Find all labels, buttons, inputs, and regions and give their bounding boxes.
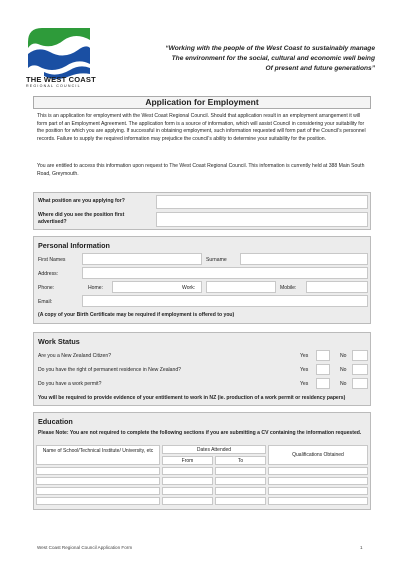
education-row-4-from[interactable] [162, 497, 213, 505]
surname-label: Surname [206, 257, 227, 263]
quote-line-3: Of present and future generations” [265, 65, 375, 72]
permit-yes-checkbox[interactable] [316, 378, 330, 389]
education-section [33, 412, 371, 510]
mission-quote [150, 44, 375, 74]
personal-information-title: Personal Information [38, 241, 110, 250]
education-row-2-from[interactable] [162, 477, 213, 485]
position-input[interactable] [156, 195, 368, 209]
education-row-4-to[interactable] [215, 497, 266, 505]
page-title: Application for Employment [33, 96, 371, 109]
first-names-input[interactable] [82, 253, 202, 265]
residence-no-checkbox[interactable] [352, 364, 368, 375]
intro-paragraph-1: This is an application for employment with the West Coast Regional Council. Should that application result in an employment arrangement it will form part of an Employment Agreement. The application form is a source of information, which will assist Council in considering your suitability for the position for which you are applying. If successful in obtaining employment, such information requested will form part of the Council’s personnel records. Failure to supply the required information may prejudice the council’s ability to determine your suitability for the position. [37, 113, 366, 142]
logo-subtitle: REGIONAL COUNCIL [26, 84, 81, 88]
personal-information-section [33, 236, 371, 324]
mobile-label: Mobile: [280, 285, 297, 291]
work-status-section [33, 332, 371, 406]
home-label: Home: [88, 285, 104, 291]
email-label: Email: [38, 299, 53, 305]
permit-no-label: No [340, 381, 347, 387]
mobile-phone-input[interactable] [306, 281, 368, 293]
intro-paragraph-2: You are entitled to access this information upon request to The West Coast Regional Council. This information is currently held at 388 Main South Road, Greymouth. [37, 163, 365, 177]
work-evidence-note: You will be required to provide evidence of your entitlement to work in NZ (ie. production of a work permit or residency papers) [38, 395, 346, 401]
footer-text: West Coast Regional Council Application Form [37, 545, 133, 550]
column-dates-attended: Dates Attended [162, 445, 266, 454]
surname-input[interactable] [240, 253, 368, 265]
permit-no-checkbox[interactable] [352, 378, 368, 389]
residence-no-label: No [340, 367, 347, 373]
education-row-3-school[interactable] [36, 487, 160, 495]
advertised-input[interactable] [156, 212, 368, 227]
citizen-question: Are you a New Zealand Citizen? [38, 353, 112, 359]
education-row-1-quals[interactable] [268, 467, 368, 475]
residence-question: Do you have the right of permanent residence in New Zealand? [38, 367, 181, 373]
citizen-no-label: No [340, 353, 347, 359]
education-row-3-quals[interactable] [268, 487, 368, 495]
education-row-1-school[interactable] [36, 467, 160, 475]
education-row-1-from[interactable] [162, 467, 213, 475]
permit-yes-label: Yes [300, 381, 309, 387]
position-section [33, 192, 371, 230]
quote-line-1: “Working with the people of the West Coast to sustainably manage [165, 45, 375, 52]
work-phone-input[interactable] [206, 281, 276, 293]
work-status-title: Work Status [38, 337, 80, 346]
column-school: Name of School/Technical Institute/ University, etc [36, 445, 160, 465]
education-row-4-school[interactable] [36, 497, 160, 505]
education-row-1-to[interactable] [215, 467, 266, 475]
residence-yes-checkbox[interactable] [316, 364, 330, 375]
birth-certificate-note: (A copy of your Birth Certificate may be required if employment is offered to you) [38, 312, 235, 318]
address-label: Address: [38, 271, 59, 277]
education-row-3-to[interactable] [215, 487, 266, 495]
column-to: To [215, 456, 266, 465]
column-qualifications: Qualifications Obtained [268, 445, 368, 465]
column-from: From [162, 456, 213, 465]
education-title: Education [38, 417, 73, 426]
email-input[interactable] [82, 295, 368, 307]
residence-yes-label: Yes [300, 367, 309, 373]
citizen-yes-label: Yes [300, 353, 309, 359]
citizen-no-checkbox[interactable] [352, 350, 368, 361]
work-label: Work: [182, 285, 196, 291]
first-names-label: First Names [38, 257, 66, 263]
advertised-question: Where did you see the position first advertised? [38, 212, 125, 225]
education-row-2-quals[interactable] [268, 477, 368, 485]
education-row-4-quals[interactable] [268, 497, 368, 505]
logo-name: THE WEST COAST [26, 75, 96, 84]
page-number: 1 [360, 545, 363, 550]
education-row-2-school[interactable] [36, 477, 160, 485]
address-input[interactable] [82, 267, 368, 279]
position-question: What position are you applying for? [38, 198, 125, 204]
work-permit-question: Do you have a work permit? [38, 381, 102, 387]
education-row-3-from[interactable] [162, 487, 213, 495]
education-row-2-to[interactable] [215, 477, 266, 485]
education-note: Please Note: You are not required to complete the following sections if you are submitting a CV containing the information requested. [38, 430, 362, 436]
citizen-yes-checkbox[interactable] [316, 350, 330, 361]
quote-line-2: The environment for the social, cultural and economic well being [171, 55, 375, 62]
phone-label: Phone: [38, 285, 55, 291]
